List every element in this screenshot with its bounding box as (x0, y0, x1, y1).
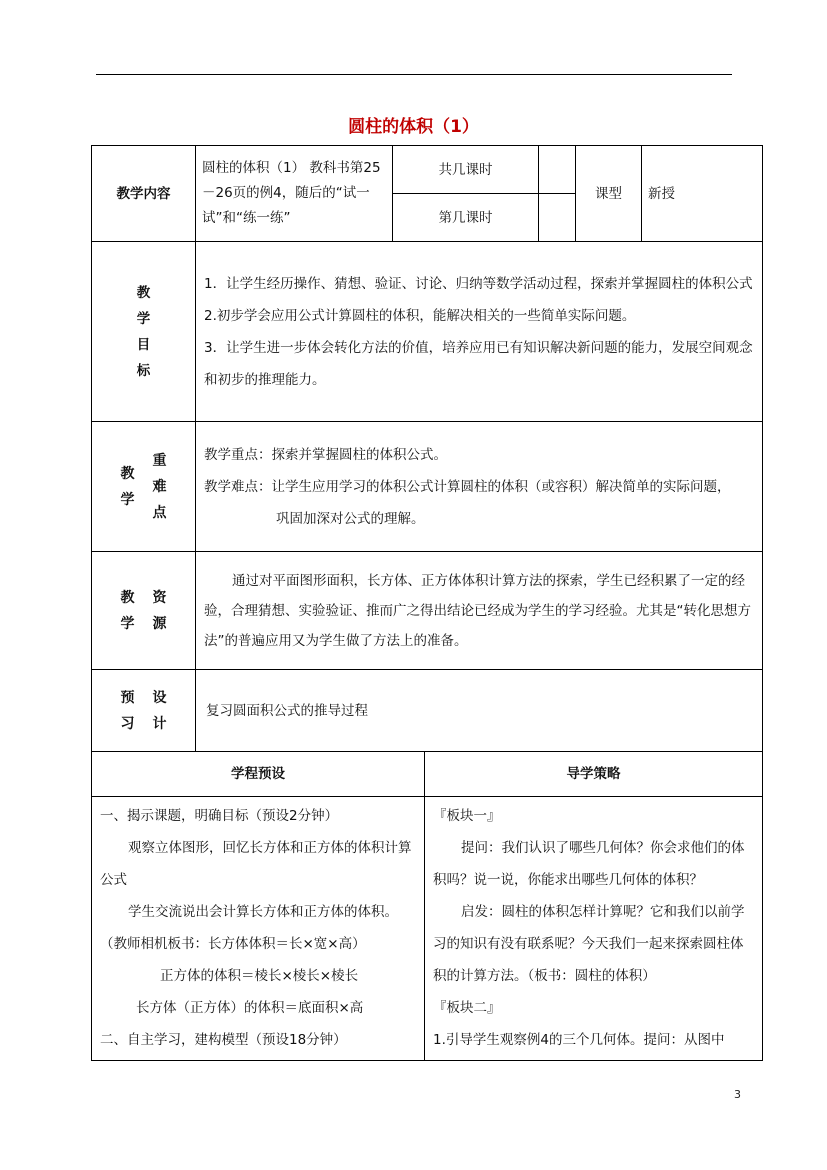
key-focus: 教学重点：探索并掌握圆柱的体积公式。 (204, 446, 447, 463)
preview-label-char: 习 (120, 715, 135, 732)
process-right-line: 1.引导学生观察例4的三个几何体。提问：从图中 (433, 1032, 725, 1048)
resources-label-char: 教 (120, 589, 135, 606)
key-points-label-char: 教 (120, 465, 135, 482)
process-right-line: 『板块二』 (433, 1000, 501, 1016)
objective-item: 1．让学生经历操作、猜想、验证、讨论、归纳等数学活动过程，探索并掌握圆柱的体积公式 (204, 275, 753, 292)
process-left-line: 一、揭示课题，明确目标（预设2分钟） (100, 808, 339, 824)
header-rule (96, 74, 732, 75)
preview-label-char: 计 (152, 715, 167, 732)
key-difficulty: 教学难点：让学生应用学习的体积公式计算圆柱的体积（或容积）解决简单的实际问题， (204, 478, 731, 495)
key-points-label-char: 学 (120, 491, 135, 508)
process-right-line: 『板块一』 (433, 808, 501, 824)
process-right-content (425, 797, 763, 1061)
process-left-line: 长方体（正方体）的体积＝底面积×高 (136, 1000, 364, 1016)
preview-label (92, 670, 196, 752)
process-left-header: 学程预设 (92, 752, 425, 797)
process-left-line: 正方体的体积＝棱长×棱长×棱长 (160, 968, 359, 984)
objective-item: 3．让学生进一步体会转化方法的价值，培养应用已有知识解决新问题的能力，发展空间观念和初步的推理能力。 (204, 339, 753, 388)
process-left-line: 观察立体图形，回忆长方体和正方体的体积计算公式 (100, 840, 412, 888)
resources-label-char: 资 (152, 589, 167, 606)
content-label: 教学内容 (92, 146, 196, 242)
objectives-label-char: 目 (136, 336, 151, 353)
which-hour-label: 第几课时 (393, 194, 539, 242)
process-left-line: 二、自主学习，建构模型（预设18分钟） (100, 1032, 347, 1048)
total-hours-label: 共几课时 (393, 146, 539, 194)
total-hours-value (539, 146, 576, 194)
resources-content (196, 552, 763, 670)
resources-text: 通过对平面图形面积，长方体、正方体体积计算方法的探索，学生已经积累了一定的经验，合理猜想、实验验证、推而广之得出结论已经成为学生的学习经验。尤其是“转化思想方法”的普遍应用又为学生做了方法上的准备。 (204, 572, 751, 649)
process-right-header: 导学策略 (425, 752, 763, 797)
key-points-label-char: 点 (152, 504, 167, 521)
page-title: 圆柱的体积（1） (348, 117, 479, 137)
objectives-label (92, 242, 196, 422)
resources-label (92, 552, 196, 670)
type-value: 新授 (642, 146, 763, 242)
key-difficulty-cont: 巩固加深对公式的理解。 (276, 510, 425, 527)
resources-label-char: 学 (120, 615, 135, 632)
lesson-plan-table (91, 145, 763, 752)
preview-label-char: 设 (152, 689, 167, 706)
process-right-line: 提问：我们认识了哪些几何体？你会求他们的体积吗？说一说，你能求出哪些几何体的体积？ (433, 840, 745, 888)
which-hour-value (539, 194, 576, 242)
page-number: 3 (734, 1088, 741, 1101)
process-left-line: 学生交流说出会计算长方体和正方体的体积。（教师相机板书：长方体体积＝长×宽×高） (100, 904, 398, 952)
objectives-content (196, 242, 763, 422)
type-label: 课型 (576, 146, 642, 242)
key-points-content (196, 422, 763, 552)
process-table (91, 751, 763, 1061)
objectives-label-char: 标 (136, 362, 151, 379)
preview-content: 复习圆面积公式的推导过程 (196, 670, 763, 752)
objectives-label-char: 学 (136, 310, 151, 327)
objective-item: 2.初步学会应用公式计算圆柱的体积，能解决相关的一些简单实际问题。 (204, 307, 636, 324)
process-left-content (92, 797, 425, 1061)
key-points-label-char: 重 (152, 452, 167, 469)
content-text: 圆柱的体积（1） 教科书第25－26页的例4，随后的“试一试”和“练一练” (196, 146, 393, 242)
key-points-label-char: 难 (152, 478, 167, 495)
resources-label-char: 源 (152, 615, 167, 632)
process-right-line: 启发：圆柱的体积怎样计算呢？它和我们以前学习的知识有没有联系呢？今天我们一起来探索圆柱体积的计算方法。（板书：圆柱的体积） (433, 904, 745, 984)
objectives-label-char: 教 (136, 284, 151, 301)
key-points-label (92, 422, 196, 552)
preview-label-char: 预 (120, 689, 135, 706)
